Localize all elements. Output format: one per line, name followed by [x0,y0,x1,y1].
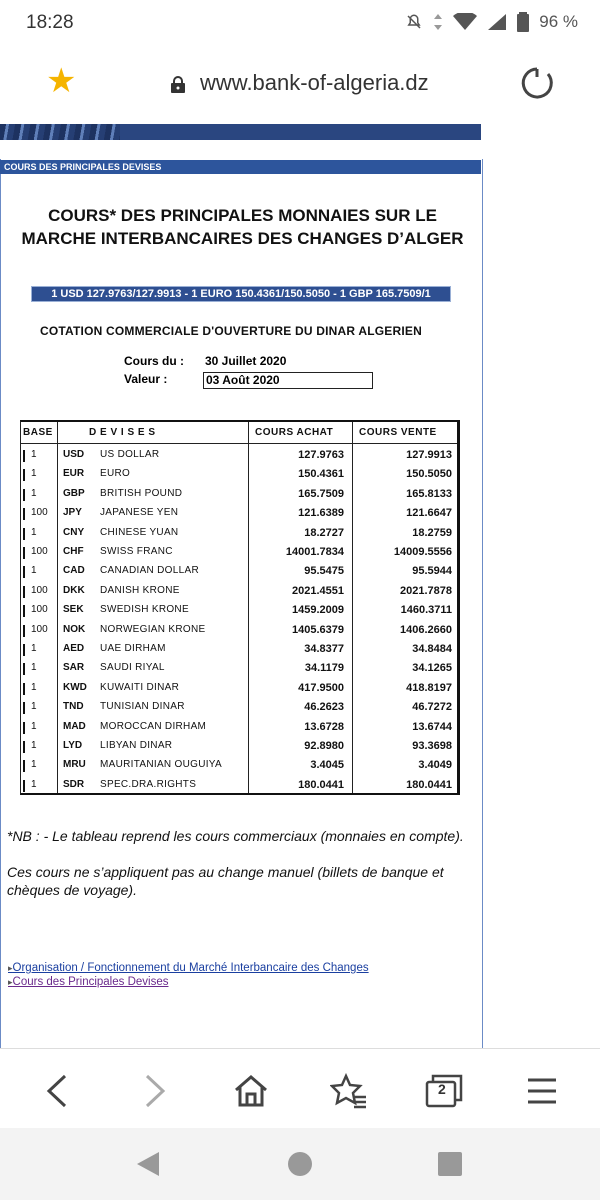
cell-code: USD [63,449,85,460]
cell-cours-vente: 46.7272 [412,701,452,714]
page-title: COURS* DES PRINCIPALES MONNAIES SUR LE MARCHE INTERBANCAIRES DES CHANGES D’ALGER [21,206,464,248]
table-row [21,679,458,698]
cell-cours-vente: 95.5944 [412,565,452,578]
cell-base: 100 [31,584,48,596]
row-marker [23,508,25,520]
table-row [21,776,458,795]
cell-cours-vente: 3.4049 [418,759,452,772]
cell-base: 1 [31,487,37,499]
cell-name: US DOLLAR [100,449,160,460]
table-row [21,601,458,620]
cell-name: MOROCCAN DIRHAM [100,720,207,732]
row-marker [23,547,25,559]
cell-name: BRITISH POUND [100,487,183,499]
cell-name: CANADIAN DOLLAR [100,565,199,577]
link-organisation[interactable] [8,962,369,974]
row-marker [23,644,25,656]
header-base: BASE [23,427,53,438]
cell-name: UAE DIRHAM [100,643,166,654]
cell-cours-achat: 1459.2009 [292,604,344,617]
table-row [21,621,458,640]
table-row [21,737,458,756]
cell-name: MAURITANIAN OUGUIYA [100,759,223,771]
browser-toolbar [0,46,600,124]
row-marker [23,586,25,598]
row-marker [23,760,25,772]
cell-code: CHF [63,546,84,557]
cell-name: SAUDI RIYAL [100,662,165,674]
row-marker [23,702,25,714]
cell-base: 1 [31,701,37,713]
cell-name: DANISH KRONE [100,584,180,596]
note-line-1: *NB : - Le tableau reprend les cours commerciaux (monnaies en compte). [7,828,464,844]
system-navigation-bar [0,1128,600,1200]
row-marker [23,528,25,540]
cell-code: NOK [63,623,86,635]
cell-cours-vente: 150.5050 [406,468,452,481]
tab-count: 2 [438,1081,446,1097]
table-row [21,485,458,504]
forward-button[interactable] [135,1071,175,1111]
cell-cours-vente: 1406.2660 [400,623,452,636]
cell-code: SDR [63,778,85,790]
header-cours-vente: COURS VENTE [359,427,437,438]
row-marker [23,605,25,617]
home-button[interactable] [231,1071,271,1111]
cell-code: DKK [63,584,85,596]
cell-cours-achat: 1405.6379 [292,623,344,636]
row-marker [23,683,25,695]
menu-button[interactable] [522,1071,562,1111]
cell-cours-achat: 180.0441 [298,778,344,791]
cell-code: CAD [63,565,85,577]
cell-base: 1 [31,759,37,771]
link-organisation-label[interactable]: Organisation / Fonctionnement du Marché Interbancaire des Changes [12,962,369,974]
cell-code: CNY [63,526,85,538]
cell-cours-achat: 165.7509 [298,487,344,500]
cell-base: 100 [31,604,48,616]
cell-cours-achat: 127.9763 [298,449,344,461]
status-time: 18:28 [26,12,74,33]
cell-base: 100 [31,623,48,635]
cell-base: 1 [31,720,37,732]
cell-name: JAPANESE YEN [100,507,179,519]
cell-name: TUNISIAN DINAR [100,701,185,713]
system-home-icon[interactable] [287,1151,313,1177]
signal-icon [487,13,507,31]
back-button[interactable] [37,1071,77,1111]
cell-cours-achat: 92.8980 [304,740,344,752]
cell-code: SEK [63,604,84,616]
cell-cours-vente: 34.8484 [412,643,452,655]
cell-cours-achat: 46.2623 [304,701,344,714]
table-row [21,446,458,465]
table-row [21,562,458,581]
cell-cours-achat: 14001.7834 [285,546,344,558]
cell-cours-achat: 2021.4551 [292,584,344,597]
cell-base: 100 [31,507,48,519]
cell-code: KWD [63,681,87,693]
cell-base: 1 [31,778,37,790]
header-cours-achat: COURS ACHAT [255,427,334,438]
cell-base: 1 [31,740,37,751]
browser-bottom-bar [0,1048,600,1129]
valeur-value: 03 Août 2020 [203,372,373,389]
table-row [21,659,458,678]
row-marker [23,489,25,501]
tabs-button[interactable] [424,1071,464,1111]
cell-code: AED [63,643,85,654]
rates-table [20,420,460,795]
link-cours-devises[interactable] [8,976,168,988]
status-bar [0,0,600,46]
home-icon [233,1074,269,1108]
cell-cours-achat: 150.4361 [298,468,344,481]
cotation-heading: COTATION COMMERCIALE D'OUVERTURE DU DINAR ALGERIEN [40,324,422,338]
bookmarks-button[interactable] [329,1071,369,1111]
cell-cours-achat: 417.9500 [298,681,344,694]
table-row [21,640,458,659]
cell-cours-vente: 1460.3711 [400,604,452,617]
cell-cours-achat: 34.8377 [304,643,344,655]
cell-name: SWEDISH KRONE [100,604,189,616]
bookmark-star-icon[interactable]: ★ [46,62,77,100]
back-icon [45,1074,69,1108]
valeur-label: Valeur : [124,372,168,386]
table-row [21,524,458,543]
cell-code: MAD [63,720,86,732]
table-row [21,698,458,717]
cell-code: LYD [63,740,83,751]
cell-code: SAR [63,662,85,674]
header-banner-image [0,124,120,140]
row-marker [23,741,25,753]
cell-cours-vente: 14009.5556 [393,546,452,558]
data-arrows-icon [433,13,443,31]
mute-icon [405,13,423,31]
header-devises: D E V I S E S [89,427,156,438]
forward-icon [143,1074,167,1108]
cours-du-value: 30 Juillet 2020 [205,354,287,368]
cell-base: 1 [31,565,37,577]
cell-base: 1 [31,681,37,693]
cell-cours-vente: 121.6647 [406,507,452,520]
cell-base: 1 [31,468,37,480]
cell-cours-achat: 34.1179 [304,662,344,675]
cell-name: EURO [100,468,131,480]
row-marker [23,780,25,792]
link-arrow-icon: ▸ [8,977,13,987]
cell-code: TND [63,701,84,713]
cell-code: EUR [63,468,85,480]
reload-icon[interactable] [518,64,556,102]
cell-name: SPEC.DRA.RIGHTS [100,778,197,790]
status-icons [405,12,578,32]
cell-name: NORWEGIAN KRONE [100,623,206,635]
cell-code: GBP [63,487,85,499]
cell-name: KUWAITI DINAR [100,681,180,693]
cell-base: 1 [31,643,37,654]
cell-cours-vente: 34.1265 [412,662,452,675]
cell-cours-vente: 18.2759 [412,526,452,539]
table-row [21,756,458,775]
cell-code: JPY [63,507,82,519]
cell-base: 100 [31,546,48,557]
row-marker [23,663,25,675]
cell-cours-vente: 127.9913 [406,449,452,461]
header-divider [21,443,457,444]
cell-cours-vente: 2021.7878 [400,584,452,597]
link-cours-devises-label[interactable]: Cours des Principales Devises [12,976,169,988]
table-row [21,504,458,523]
rate-banner: 1 USD 127.9763/127.9913 - 1 EURO 150.4361/150.5050 - 1 GBP 165.7509/1 [32,287,450,301]
row-marker [23,566,25,578]
table-row [21,718,458,737]
cell-cours-vente: 180.0441 [406,778,452,791]
star-list-icon [330,1073,368,1109]
cell-cours-achat: 121.6389 [298,507,344,520]
table-row [21,543,458,562]
lock-icon [170,76,186,94]
table-row [21,582,458,601]
web-page [0,124,600,1048]
system-back-icon[interactable] [135,1150,161,1178]
system-recents-icon[interactable] [437,1151,463,1177]
row-marker [23,469,25,481]
cell-base: 1 [31,526,37,538]
cell-base: 1 [31,449,37,460]
table-row [21,465,458,484]
note-line-2: Ces cours ne s’appliquent pas au change manuel (billets de banque et chèques de voyage). [7,864,444,898]
cell-cours-achat: 18.2727 [304,526,344,539]
battery-percent: 96 % [539,12,578,31]
wifi-icon [453,13,477,31]
row-marker [23,450,25,462]
cell-cours-vente: 165.8133 [406,487,452,500]
cell-cours-vente: 418.8197 [406,681,452,694]
cell-cours-achat: 3.4045 [310,759,344,772]
cell-cours-achat: 95.5475 [304,565,344,578]
hamburger-menu-icon [526,1077,558,1105]
cell-cours-vente: 13.6744 [412,720,452,733]
link-arrow-icon: ▸ [8,963,13,973]
battery-icon [517,12,529,32]
cell-name: LIBYAN DINAR [100,740,173,751]
address-bar[interactable]: www.bank-of-algeria.dz [200,70,429,95]
cell-base: 1 [31,662,37,674]
cell-cours-vente: 93.3698 [412,740,452,752]
cell-cours-achat: 13.6728 [304,720,344,733]
cell-name: CHINESE YUAN [100,526,179,538]
row-marker [23,722,25,734]
row-marker [23,625,25,637]
section-bar: COURS DES PRINCIPALES DEVISES [0,160,481,174]
cell-code: MRU [63,759,86,771]
cell-name: SWISS FRANC [100,546,173,557]
cours-du-label: Cours du : [124,354,184,368]
